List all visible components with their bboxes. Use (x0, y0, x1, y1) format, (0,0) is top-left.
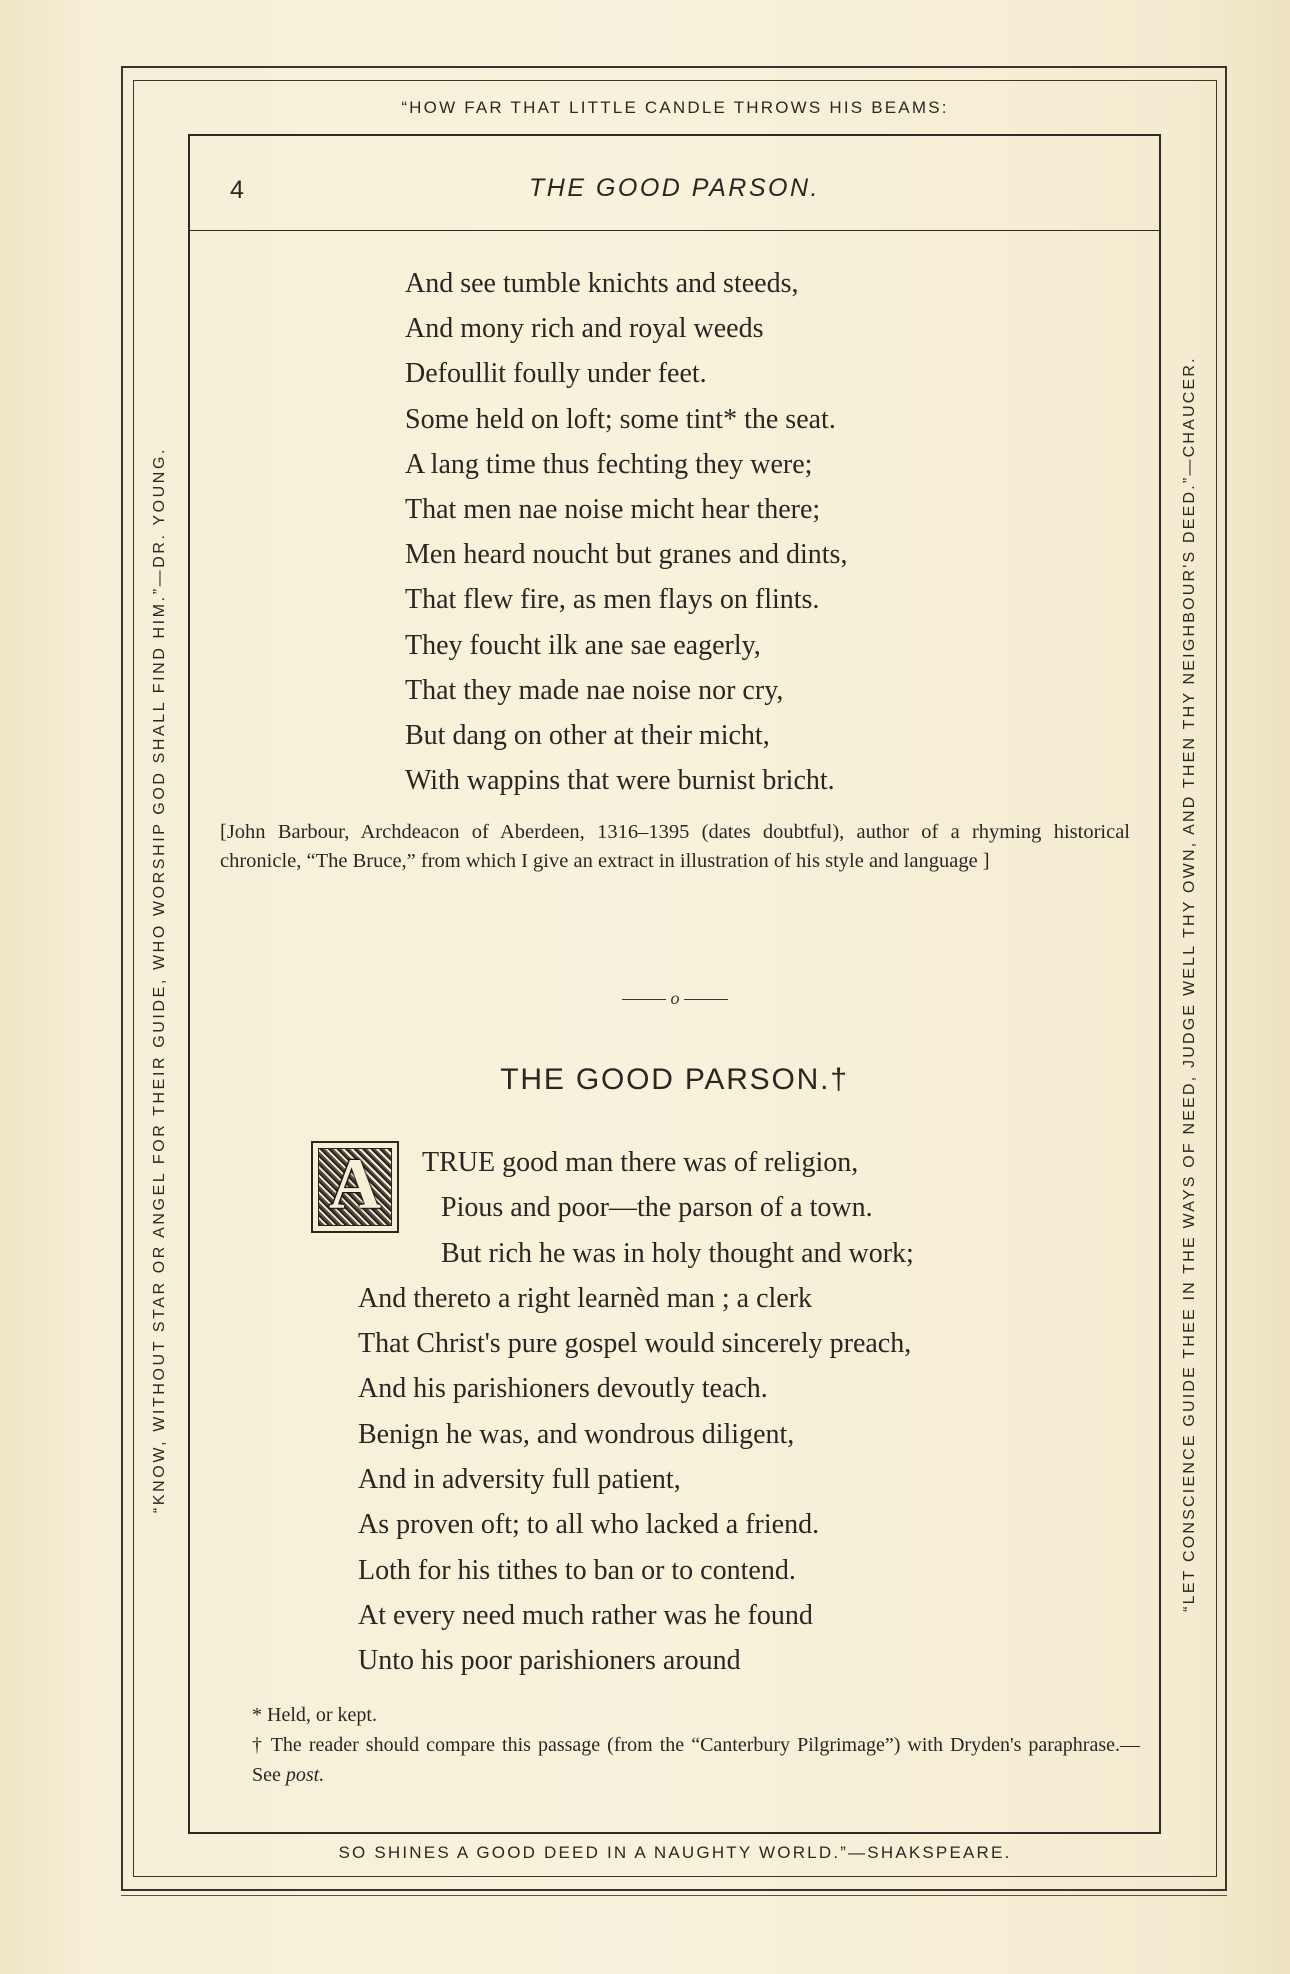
border-quote-bottom: SO SHINES A GOOD DEED IN A NAUGHTY WORLD.”—SHAKSPEARE. (338, 1843, 1012, 1862)
poem-line: Some held on loft; some tint* the seat. (405, 403, 836, 435)
poem-line: With wappins that were burnist bricht. (405, 765, 835, 797)
poem-line: A lang time thus fechting they were; (405, 448, 813, 480)
poem-line: That flew fire, as men flays on flints. (405, 584, 820, 616)
poem-line: That men nae noise micht hear there; (405, 494, 821, 526)
poem-line: And mony rich and royal weeds (405, 313, 764, 345)
poem-line: As proven oft; to all who lacked a friend. (358, 1509, 820, 1541)
footnotes (230, 1700, 1140, 1790)
footnote-post-reference: post. (285, 1764, 325, 1786)
editorial-note: [John Barbour, Archdeacon of Aberdeen, 1316–1395 (dates doubtful), author of a rhyming historical chronicle, “The Bruce,” from which I give an extract in illustration of his style and language ] (220, 821, 1130, 872)
poem-line: At every need much rather was he found (358, 1599, 813, 1631)
footnote-held: * Held, or kept. (252, 1704, 377, 1726)
header-rule (188, 230, 1161, 231)
poem-line: And his parishioners devoutly teach. (358, 1373, 768, 1405)
bottom-rule (121, 1895, 1227, 1896)
divider-line-left (622, 999, 666, 1000)
poem-line: That they made nae noise nor cry, (405, 674, 784, 706)
border-quote-right: “LET CONSCIENCE GUIDE THEE IN THE WAYS OF NEED, JUDGE WELL THY OWN, AND THEN THY NEIGHBOUR'S DEED.”—CHAUCER. (1181, 356, 1198, 1612)
poem-line: Pious and poor—the parson of a town. (441, 1192, 873, 1224)
poem-line: But dang on other at their micht, (405, 720, 770, 752)
poem-line: And thereto a right learnèd man ; a clerk (358, 1282, 813, 1314)
poem-line: Men heard noucht but granes and dints, (405, 539, 848, 571)
poem-line: That Christ's pure gospel would sincerely preach, (358, 1328, 912, 1360)
divider-mark: o (670, 988, 680, 1008)
border-quote-left: “KNOW, WITHOUT STAR OR ANGEL FOR THEIR GUIDE, WHO WORSHIP GOD SHALL FIND HIM.”—DR. YOUNG. (151, 446, 168, 1514)
good-parson-poem (0, 1140, 1290, 1684)
footnote-canterbury (230, 1730, 1140, 1790)
running-title: THE GOOD PARSON. (529, 174, 820, 202)
poem-line: They foucht ilk ane sae eagerly, (405, 629, 761, 661)
barbour-poem (405, 261, 847, 803)
page-number: 4 (230, 176, 244, 204)
poem-line: And in adversity full patient, (358, 1464, 681, 1496)
dropcap-letter: A (329, 1144, 381, 1224)
footnote-canterbury-text: † The reader should compare this passage (from the “Canterbury Pilgrimage”) with Dryden's paraphrase.—See (252, 1734, 1140, 1786)
border-quote-top: “HOW FAR THAT LITTLE CANDLE THROWS HIS BEAMS: (401, 98, 949, 117)
poem-line: Loth for his tithes to ban or to contend. (358, 1554, 796, 1586)
section-divider (600, 988, 750, 1009)
divider-line-right (684, 999, 728, 1000)
poem-line: Unto his poor parishioners around (358, 1645, 741, 1677)
poem-line: But rich he was in holy thought and work; (441, 1237, 914, 1269)
poem-line: Benign he was, and wondrous diligent, (358, 1418, 795, 1450)
poem-line: Defoullit foully under feet. (405, 358, 707, 390)
poem-line: TRUE good man there was of religion, (422, 1147, 859, 1178)
poem-line: And see tumble knichts and steeds, (405, 268, 799, 299)
section-title: THE GOOD PARSON.† (500, 1063, 849, 1096)
